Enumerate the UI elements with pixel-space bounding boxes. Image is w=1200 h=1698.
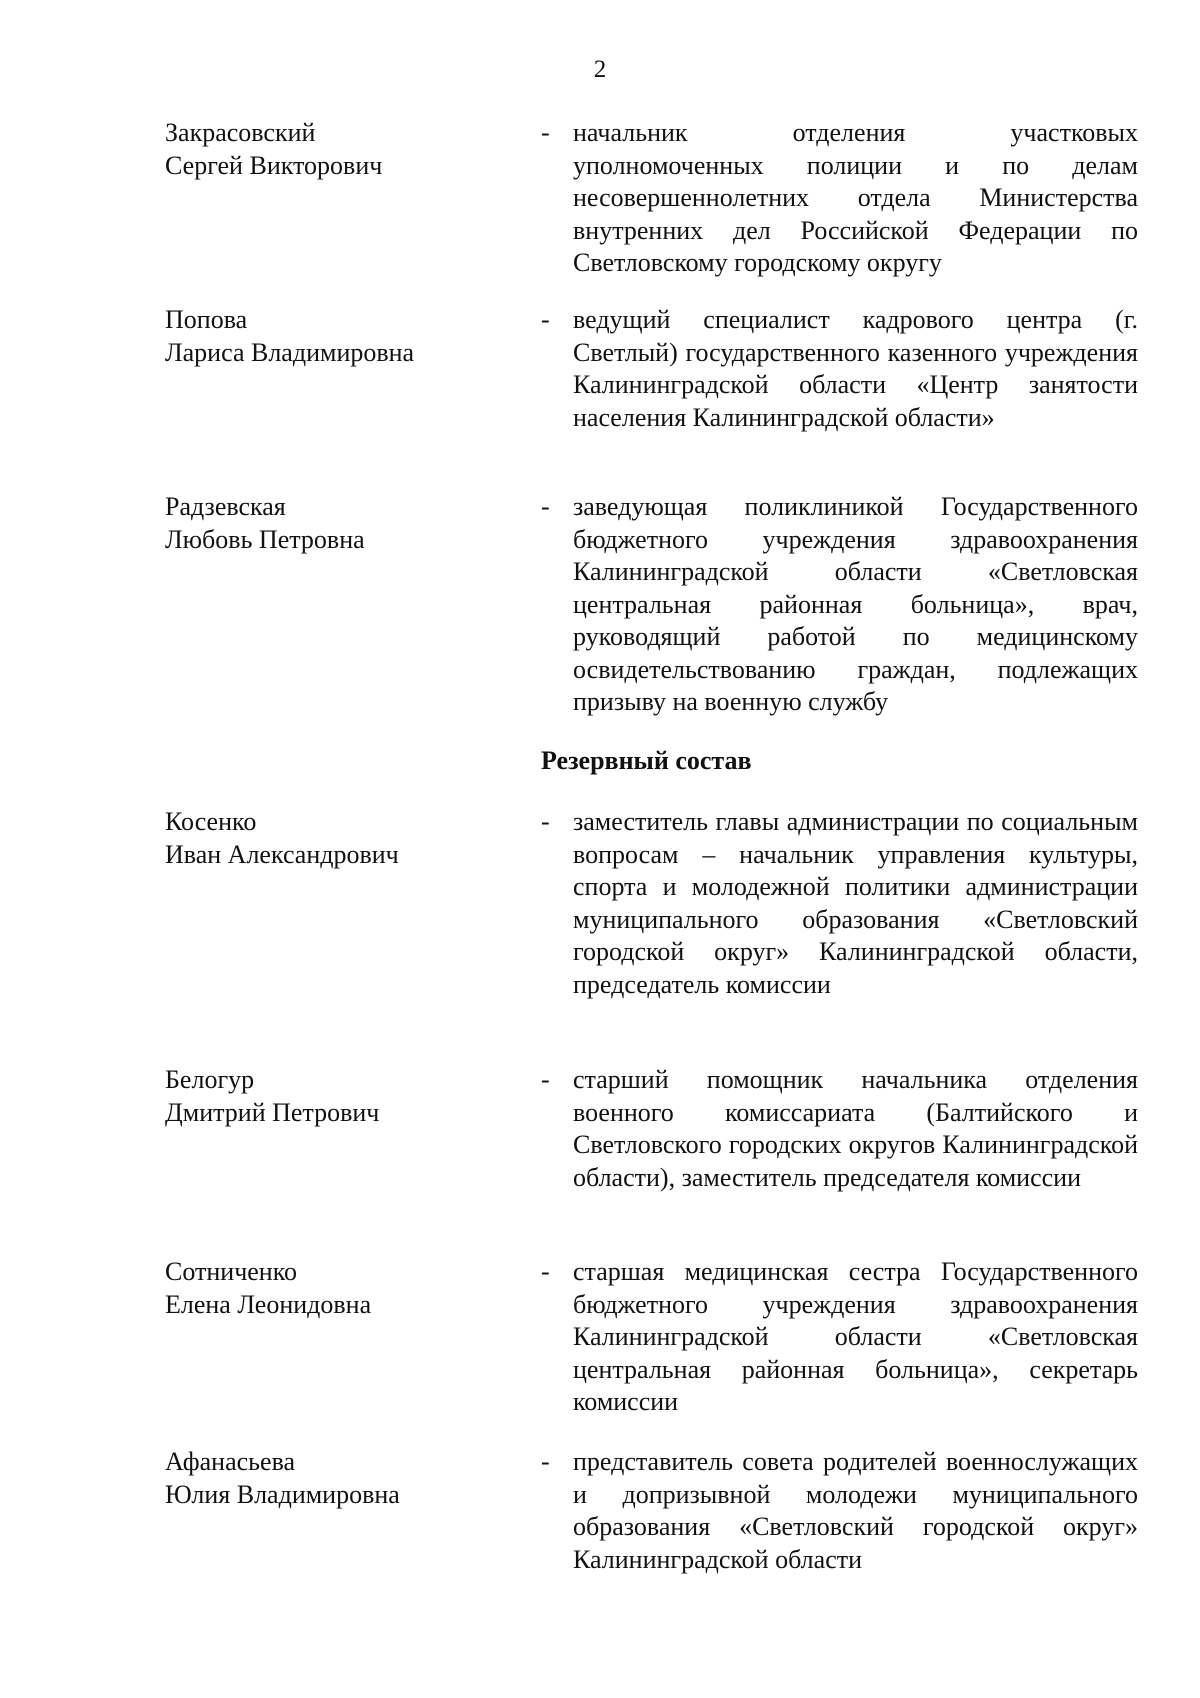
member-name [165,806,525,871]
member-given-names: Елена Леонидовна [165,1289,372,1319]
member-name [165,1256,525,1321]
member-role: начальник отделения участковых уполномоченных полиции и по делам несовершеннолетних отдела Министерства внутренних дел Российской Федерации по Светловскому городскому округу [573,118,1138,277]
member-given-names: Лариса Владимировна [165,337,415,367]
member-name [165,1446,525,1511]
member-surname: Закрасовский [165,118,316,147]
member-surname: Белогур [165,1065,255,1094]
member-role: старшая медицинская сестра Государственного бюджетного учреждения здравоохранения Калининградской области «Светловская центральная районная больница», секретарь комиссии [573,1257,1138,1416]
member-surname: Косенко [165,807,257,836]
reserve-section-heading: Резервный состав [541,746,752,775]
dash-separator: - [541,118,550,147]
member-role: старший помощник начальника отделения военного комиссариата (Балтийского и Светловского городских округов Калининградской области), заместитель председателя комиссии [573,1065,1138,1192]
member-surname: Попова [165,305,248,334]
dash-separator: - [541,807,550,836]
member-name [165,117,525,182]
member-surname: Сотниченко [165,1257,298,1286]
member-name [165,491,525,556]
member-given-names: Сергей Викторович [165,150,383,180]
member-role: представитель совета родителей военнослужащих и допризывной молодежи муниципального образования «Светловский городской округ» Калининградской области [573,1447,1138,1574]
member-given-names: Любовь Петровна [165,524,365,554]
dash-separator: - [541,492,550,521]
member-role: заместитель главы администрации по социальным вопросам – начальник управления культуры, спорта и молодежной политики администрации муниципального образования «Светловский городской округ» Калининградской области, председатель комиссии [573,807,1138,999]
member-given-names: Дмитрий Петрович [165,1097,380,1127]
dash-separator: - [541,1257,550,1286]
member-given-names: Юлия Владимировна [165,1479,400,1509]
dash-separator: - [541,305,550,334]
member-surname: Радзевская [165,492,286,521]
member-name [165,304,525,369]
page-number: 2 [593,56,607,83]
dash-separator: - [541,1447,550,1476]
member-role: заведующая поликлиникой Государственного бюджетного учреждения здравоохранения Калининградской области «Светловская центральная районная больница», врач, руководящий работой по медицинскому освидетельствованию граждан, подлежащих призыву на военную службу [573,492,1138,716]
member-role: ведущий специалист кадрового центра (г. Светлый) государственного казенного учреждения Калининградской области «Центр занятости населения Калининградской области» [573,305,1138,432]
member-surname: Афанасьева [165,1447,296,1476]
member-name [165,1064,525,1129]
member-given-names: Иван Александрович [165,839,399,869]
dash-separator: - [541,1065,550,1094]
